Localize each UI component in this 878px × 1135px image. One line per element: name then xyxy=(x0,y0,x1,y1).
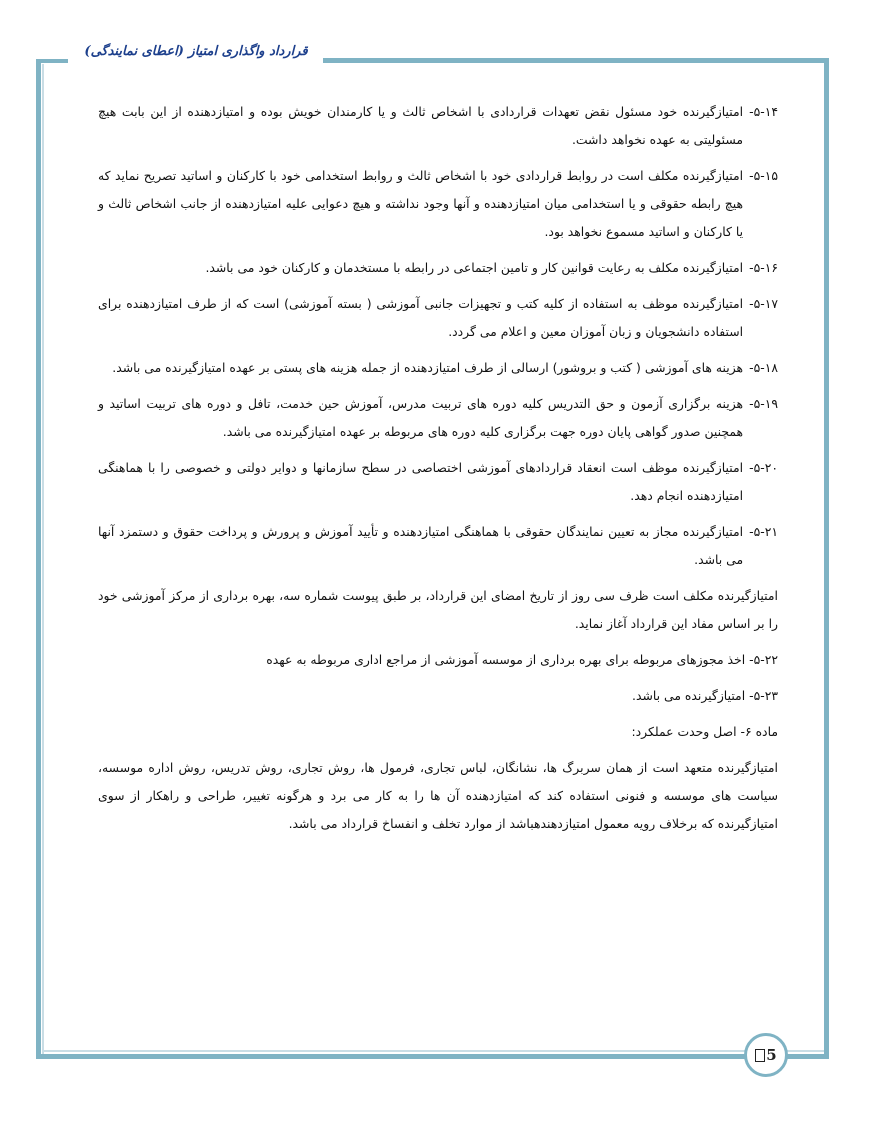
frame-bottom-border xyxy=(36,1054,829,1059)
clause-5-18 xyxy=(98,354,778,382)
clause-text: امتیازگیرنده خود مسئول نقض تعهدات قراردادی با اشخاص ثالث و یا کارمندان خویش بوده و امتیازدهنده از این بابت هیچ مسئولیتی به عهده نخواهد داشت. xyxy=(98,104,744,147)
frame-left-border xyxy=(36,59,41,1058)
clause-5-21 xyxy=(98,518,778,574)
header-logo: قرارداد واگذاری امتیاز (اعطای نمایندگی) xyxy=(84,43,308,59)
clause-5-16 xyxy=(98,254,778,282)
page-number-box-icon xyxy=(755,1049,765,1062)
clause-5-14 xyxy=(98,98,778,154)
clause-text: هزینه های آموزشی ( کتب و بروشور) ارسالی از طرف امتیازدهنده از جمله هزینه های پستی بر عهده امتیازگیرنده می باشد. xyxy=(112,360,744,375)
page-number-badge xyxy=(744,1033,788,1077)
clause-5-22: ۵-۲۲- اخذ مجوزهای مربوطه برای بهره برداری از موسسه آموزشی از مراجع اداری مربوطه به عهده xyxy=(266,652,778,667)
clause-number: ۵-۱۶- xyxy=(749,260,778,275)
frame-bottom-inner-border xyxy=(42,1050,824,1052)
paragraph-start-operation: امتیازگیرنده مکلف است ظرف سی روز از تاریخ امضای این قرارداد، بر طبق پیوست شماره سه، بهره برداری از مرکز آموزشی خود را بر اساس مفاد این قرارداد آغاز نماید. xyxy=(98,588,778,631)
clause-text: امتیازگیرنده موظف است انعقاد قراردادهای آموزشی اختصاصی در سطح سازمانها و دوایر دولتی و خصوصی را با هماهنگی امتیازدهنده انجام دهد. xyxy=(98,460,744,503)
clause-number: ۵-۱۹- xyxy=(749,396,778,411)
frame-left-inner-border xyxy=(42,64,44,1056)
clause-text: امتیازگیرنده مکلف به رعایت قوانین کار و تامین اجتماعی در رابطه با مستخدمان و کارکنان خود می باشد. xyxy=(205,260,744,275)
article-6-heading: ماده ۶- اصل وحدت عملکرد: xyxy=(631,724,778,739)
frame-right-border xyxy=(824,58,829,1058)
clause-text: هزینه برگزاری آزمون و حق التدریس کلیه دوره های تربیت مدرس، آموزش حین خدمت، تافل و دوره های تربیت اساتید و همچنین صدور گواهی پایان دوره جهت برگزاری کلیه دوره های مربوطه بر عهده امتیازگیرنده می باشد. xyxy=(98,396,744,439)
clause-text: امتیازگیرنده مکلف است در روابط قراردادی خود با اشخاص ثالث و روابط استخدامی خود با کارکنان و اساتید تصریح نماید که هیچ رابطه حقوقی و یا استخدامی میان امتیازدهنده و آنها وجود نداشته و هیچ دعوایی علیه امتیازدهنده از جانب اشخاص ثالث و یا کارکنان و اساتید مسموع نخواهد بود. xyxy=(98,168,744,239)
page-number: 5 xyxy=(766,1046,777,1064)
clause-number: ۵-۱۸- xyxy=(749,360,778,375)
clause-5-19 xyxy=(98,390,778,446)
clause-text: امتیازگیرنده موظف به استفاده از کلیه کتب و تجهیزات جانبی آموزشی ( بسته آموزشی) است که از طرف امتیازدهنده برای استفاده دانشجویان و زبان آموزان معین و اعلام می گردد. xyxy=(98,296,744,339)
article-6-text: امتیازگیرنده متعهد است از همان سربرگ ها، نشانگان، لباس تجاری، فرمول ها، روش تجاری، روش تدریس، روش اداره موسسه، سیاست های موسسه و فنونی استفاده کند که امتیازدهنده آن ها را به کار می برد و هرگونه تغییر، طراحی و راهکار از سوی امتیازگیرنده که برخلاف رویه معمول امتیازدهندهباشد از موارد تخلف و انفساخ قرارداد می باشد. xyxy=(98,760,778,831)
clause-number: ۵-۱۴- xyxy=(749,104,778,119)
clause-number: ۵-۲۰- xyxy=(749,460,778,475)
clause-5-23: ۵-۲۳- امتیازگیرنده می باشد. xyxy=(632,688,778,703)
frame-top-right-line xyxy=(323,58,828,63)
document-body xyxy=(98,98,778,846)
clause-text: امتیازگیرنده مجاز به تعیین نمایندگان حقوقی با هماهنگی امتیازدهنده و تأیید آموزش و پرورش و پرداخت حقوق و دستمزد آنها می باشد. xyxy=(98,524,744,567)
clause-number: ۵-۱۷- xyxy=(749,296,778,311)
clause-5-20 xyxy=(98,454,778,510)
clause-number: ۵-۱۵- xyxy=(749,168,778,183)
clause-5-17 xyxy=(98,290,778,346)
clause-number: ۵-۲۱- xyxy=(749,524,778,539)
clause-5-15 xyxy=(98,162,778,246)
